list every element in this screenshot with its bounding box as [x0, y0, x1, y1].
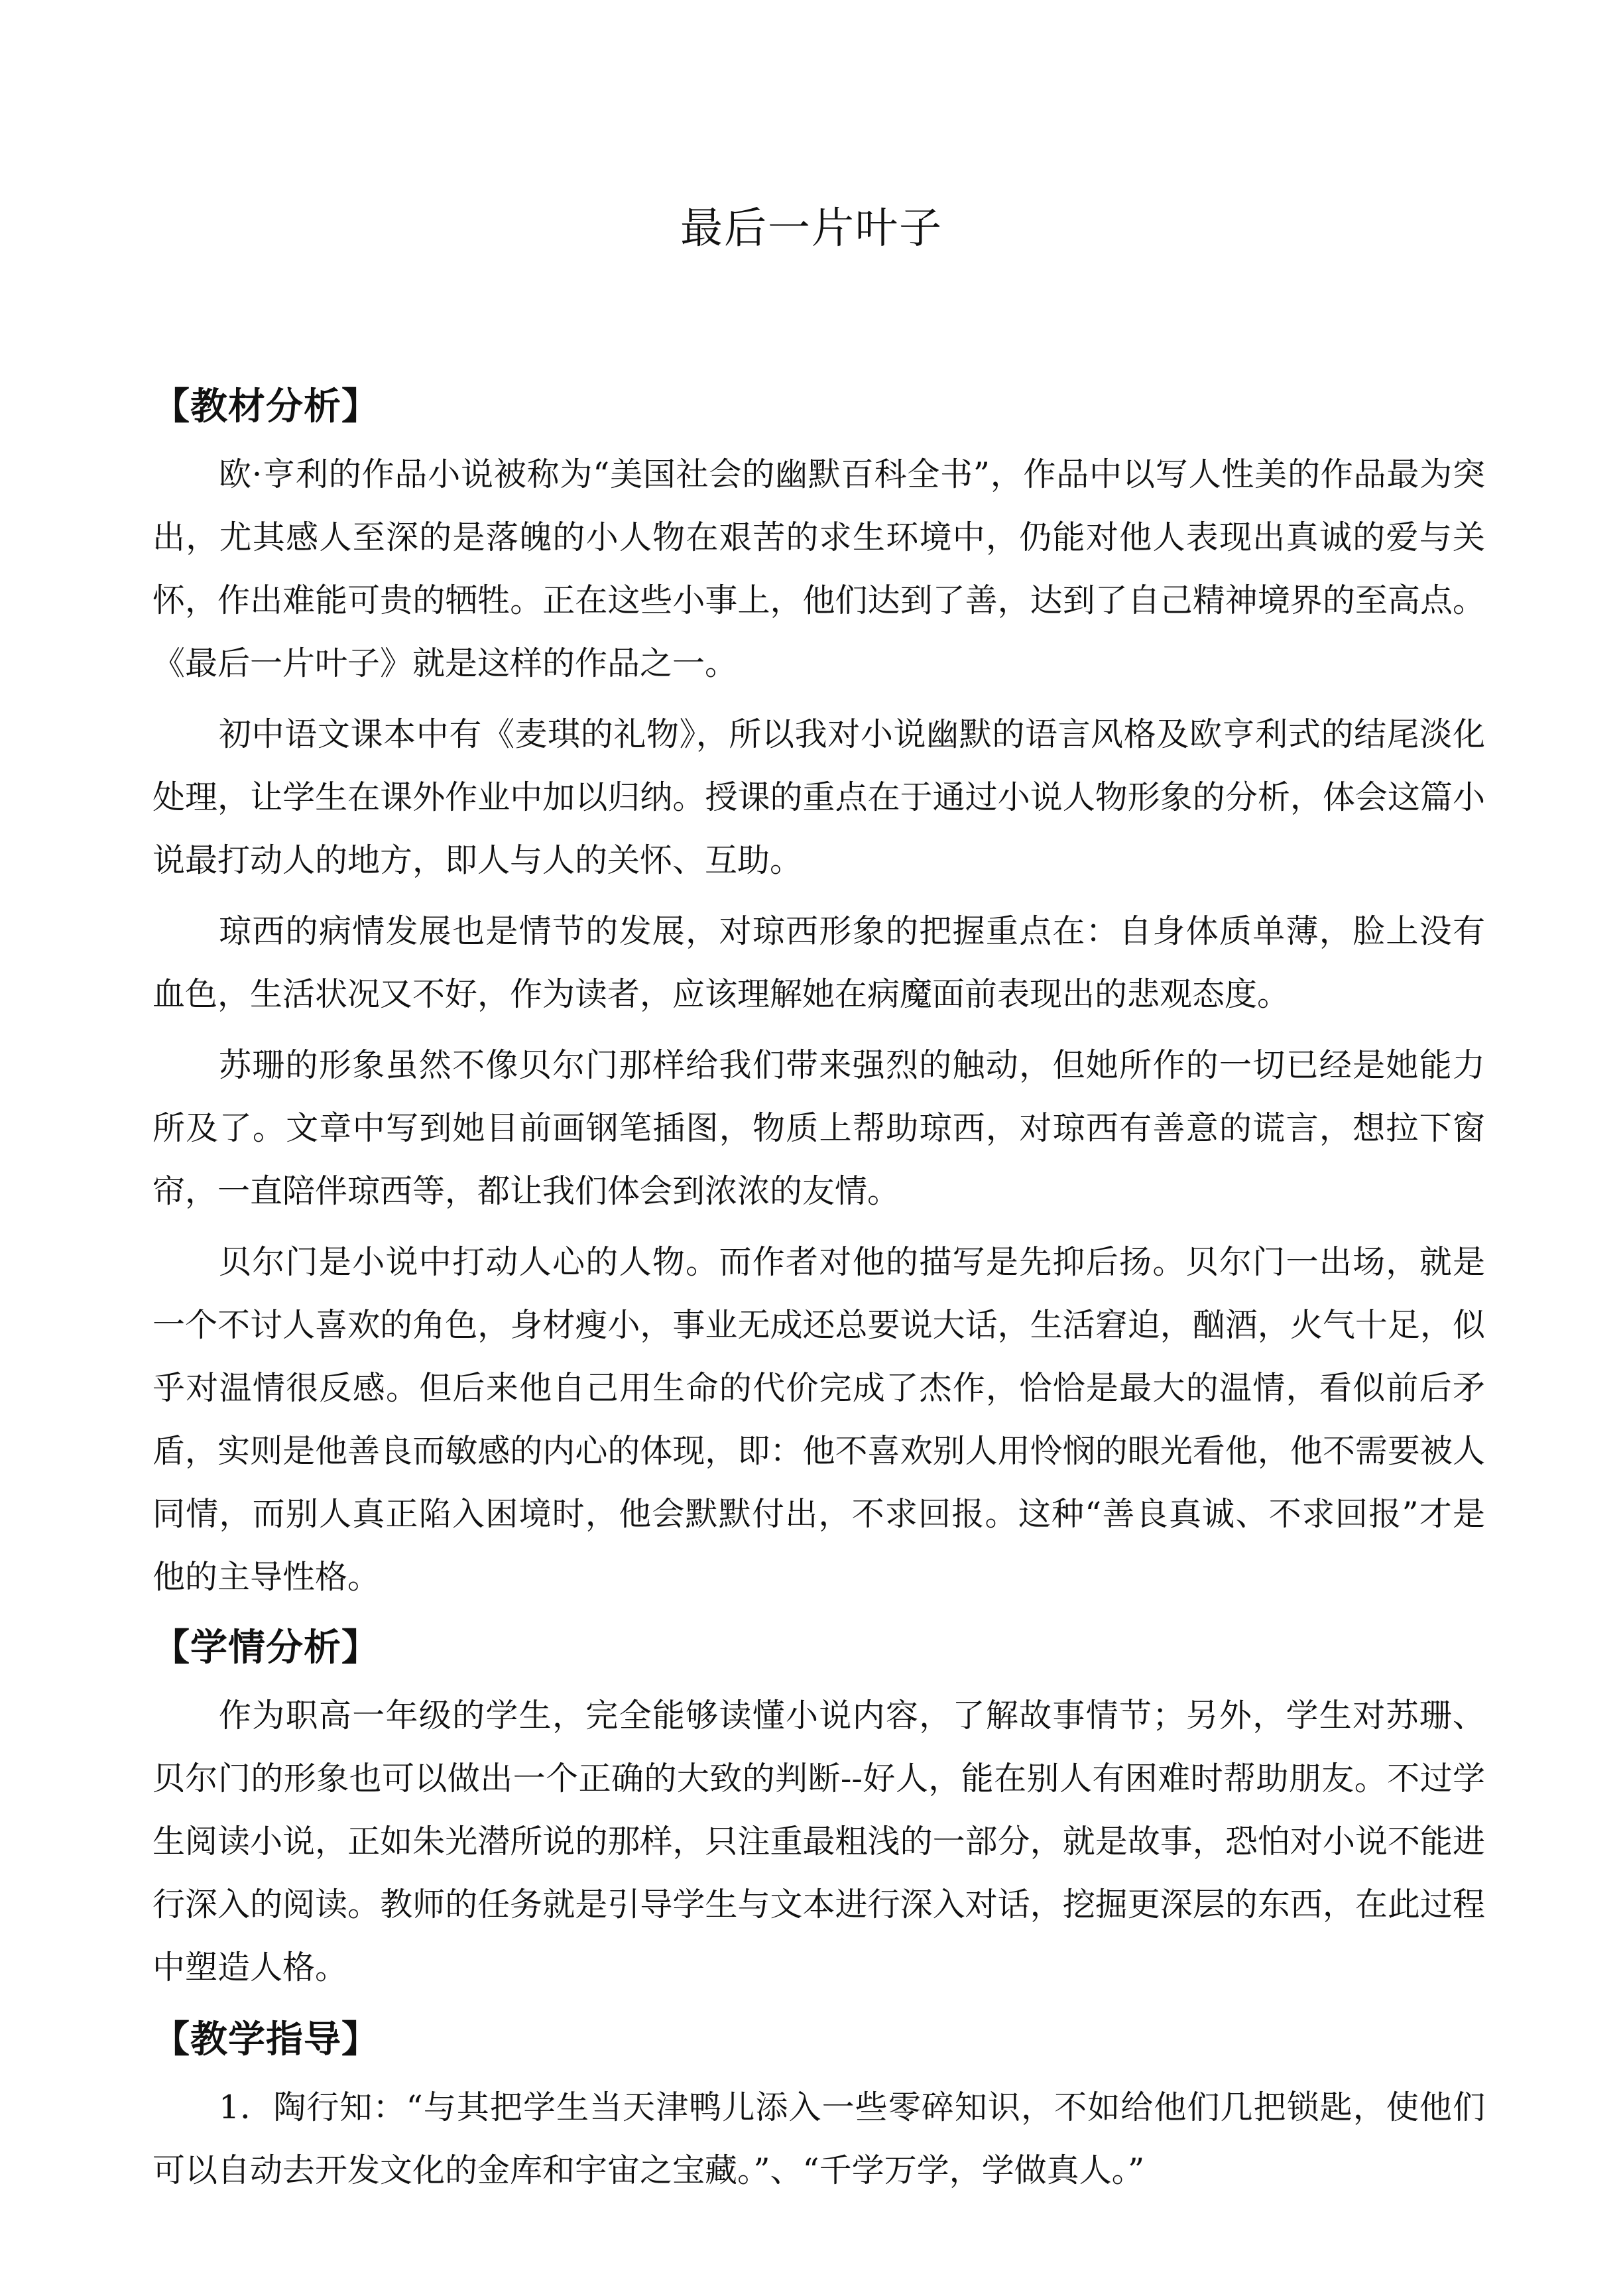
- document-body: [152, 371, 1485, 2210]
- paragraph: 贝尔门是小说中打动人心的人物。而作者对他的描写是先抑后扬。贝尔门一出场，就是一个不讨人喜欢的角色，身材瘦小，事业无成还总要说大话，生活窘迫，酗酒，火气十足，似乎对温情很反感。但后来他自己用生命的代价完成了杰作，恰恰是最大的温情，看似前后矛盾，实则是他善良而敏感的内心的体现，即：他不喜欢别人用怜悯的眼光看他，他不需要被人同情，而别人真正陷入困境时，他会默默付出，不求回报。这种“善良真诚、不求回报”才是他的主导性格。: [152, 1243, 1485, 1596]
- paragraph: 初中语文课本中有《麦琪的礼物》，所以我对小说幽默的语言风格及欧亨利式的结尾淡化处理，让学生在课外作业中加以归纳。授课的重点在于通过小说人物形象的分析，体会这篇小说最打动人的地方，即人与人的关怀、互助。: [152, 715, 1485, 879]
- paragraph: 琼西的病情发展也是情节的发展，对琼西形象的把握重点在：自身体质单薄，脸上没有血色，生活状况又不好，作为读者，应该理解她在病魔面前表现出的悲观态度。: [152, 912, 1485, 1013]
- section-textbook-analysis: [152, 371, 1485, 1608]
- page-title: 最后一片叶子: [680, 204, 943, 253]
- paragraph: 作为职高一年级的学生，完全能够读懂小说内容，了解故事情节；另外，学生对苏珊、贝尔门的形象也可以做出一个正确的大致的判断--好人，能在别人有困难时帮助朋友。不过学生阅读小说，正如朱光潜所说的那样，只注重最粗浅的一部分，就是故事，恐怕对小说不能进行深入的阅读。教师的任务就是引导学生与文本进行深入对话，挖掘更深层的东西，在此过程中塑造人格。: [152, 1697, 1485, 1986]
- section-student-analysis: [152, 1612, 1485, 1999]
- paragraph: 苏珊的形象虽然不像贝尔门那样给我们带来强烈的触动，但她所作的一切已经是她能力所及了。文章中写到她目前画钢笔插图，物质上帮助琼西，对琼西有善意的谎言，想拉下窗帘，一直陪伴琼西等，都让我们体会到浓浓的友情。: [152, 1046, 1485, 1210]
- paragraph: 1．陶行知：“与其把学生当天津鸭儿添入一些零碎知识，不如给他们几把锁匙，使他们可以自动去开发文化的金库和宇宙之宝藏。”、“千学万学，学做真人。”: [152, 2088, 1485, 2189]
- section-heading: 【学情分析】: [152, 1626, 379, 1669]
- section-heading: 【教材分析】: [152, 385, 379, 428]
- section-teaching-guidance: [152, 2004, 1485, 2202]
- paragraph: 欧·亨利的作品小说被称为“美国社会的幽默百科全书”，作品中以写人性美的作品最为突出，尤其感人至深的是落魄的小人物在艰苦的求生环境中，仍能对他人表现出真诚的爱与关怀，作出难能可贵的牺牲。正在这些小事上，他们达到了善，达到了自己精神境界的至高点。《最后一片叶子》就是这样的作品之一。: [152, 455, 1485, 682]
- section-heading: 【教学指导】: [152, 2018, 379, 2061]
